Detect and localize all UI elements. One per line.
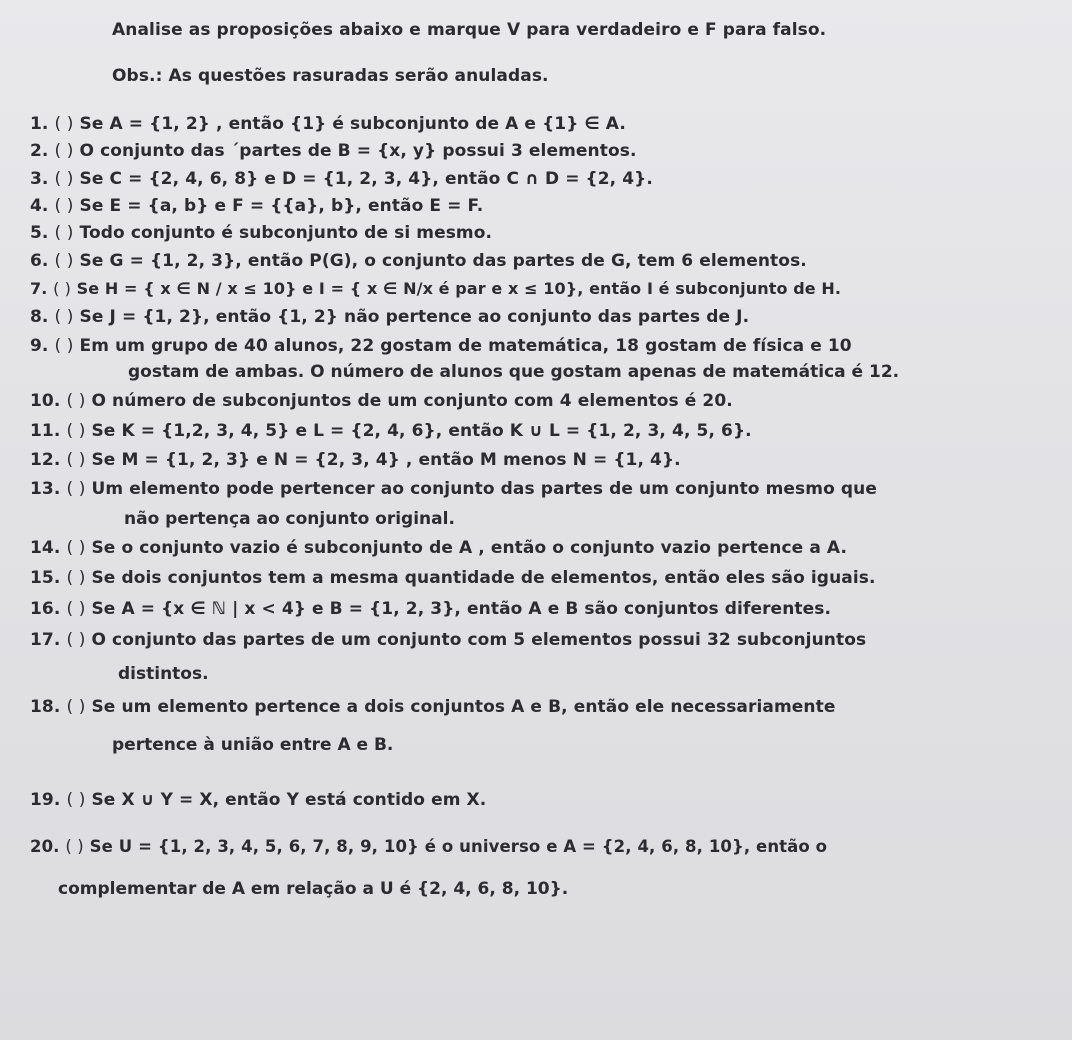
question-16: 16. ( ) Se A = {x ∈ ℕ | x < 4} e B = {1, 2, 3}, então A e B são conjuntos diferentes. (30, 599, 832, 619)
question-14: 14. ( ) Se o conjunto vazio é subconjunto de A , então o conjunto vazio pertence a A. (30, 538, 848, 558)
question-20: 20. ( ) Se U = {1, 2, 3, 4, 5, 6, 7, 8, 9, 10} é o universo e A = {2, 4, 6, 8, 10}, então o (30, 837, 828, 856)
question-4: 4. ( ) Se E = {a, b} e F = {{a}, b}, então E = F. (30, 196, 484, 216)
question-12: 12. ( ) Se M = {1, 2, 3} e N = {2, 3, 4} , então M menos N = {1, 4}. (30, 450, 681, 470)
question-17: 17. ( ) O conjunto das partes de um conjunto com 5 elementos possui 32 subconjuntos (30, 630, 867, 650)
question-3: 3. ( ) Se C = {2, 4, 6, 8} e D = {1, 2, 3, 4}, então C ∩ D = {2, 4}. (30, 169, 653, 189)
question-8: 8. ( ) Se J = {1, 2}, então {1, 2} não pertence ao conjunto das partes de J. (30, 307, 750, 327)
question-1: 1. ( ) Se A = {1, 2} , então {1} é subconjunto de A e {1} ∈ A. (30, 114, 626, 134)
question-17-continuation: distintos. (118, 664, 209, 684)
question-9: 9. ( ) Em um grupo de 40 alunos, 22 gostam de matemática, 18 gostam de física e 10 (30, 336, 852, 356)
question-2: 2. ( ) O conjunto das ´partes de B = {x, y} possui 3 elementos. (30, 141, 637, 161)
note-text: Obs.: As questões rasuradas serão anuladas. (112, 66, 549, 86)
question-10: 10. ( ) O número de subconjuntos de um conjunto com 4 elementos é 20. (30, 391, 733, 411)
question-18-continuation: pertence à união entre A e B. (112, 735, 394, 755)
question-15: 15. ( ) Se dois conjuntos tem a mesma quantidade de elementos, então eles são iguais. (30, 568, 876, 588)
question-18: 18. ( ) Se um elemento pertence a dois conjuntos A e B, então ele necessariamente (30, 697, 836, 717)
question-13-continuation: não pertença ao conjunto original. (124, 509, 455, 529)
instruction-text: Analise as proposições abaixo e marque V para verdadeiro e F para falso. (112, 20, 827, 40)
question-5: 5. ( ) Todo conjunto é subconjunto de si mesmo. (30, 223, 493, 243)
question-19: 19. ( ) Se X ∪ Y = X, então Y está contido em X. (30, 790, 487, 810)
question-7: 7. ( ) Se H = { x ∈ N / x ≤ 10} e I = { x ∈ N/x é par e x ≤ 10}, então I é subconjunto de H. (30, 279, 842, 298)
question-11: 11. ( ) Se K = {1,2, 3, 4, 5} e L = {2, 4, 6}, então K ∪ L = {1, 2, 3, 4, 5, 6}. (30, 421, 752, 441)
question-9-continuation: gostam de ambas. O número de alunos que gostam apenas de matemática é 12. (128, 362, 900, 382)
question-13: 13. ( ) Um elemento pode pertencer ao conjunto das partes de um conjunto mesmo que (30, 479, 877, 499)
question-6: 6. ( ) Se G = {1, 2, 3}, então P(G), o conjunto das partes de G, tem 6 elementos. (30, 251, 807, 271)
question-20-continuation: complementar de A em relação a U é {2, 4, 6, 8, 10}. (58, 879, 569, 899)
